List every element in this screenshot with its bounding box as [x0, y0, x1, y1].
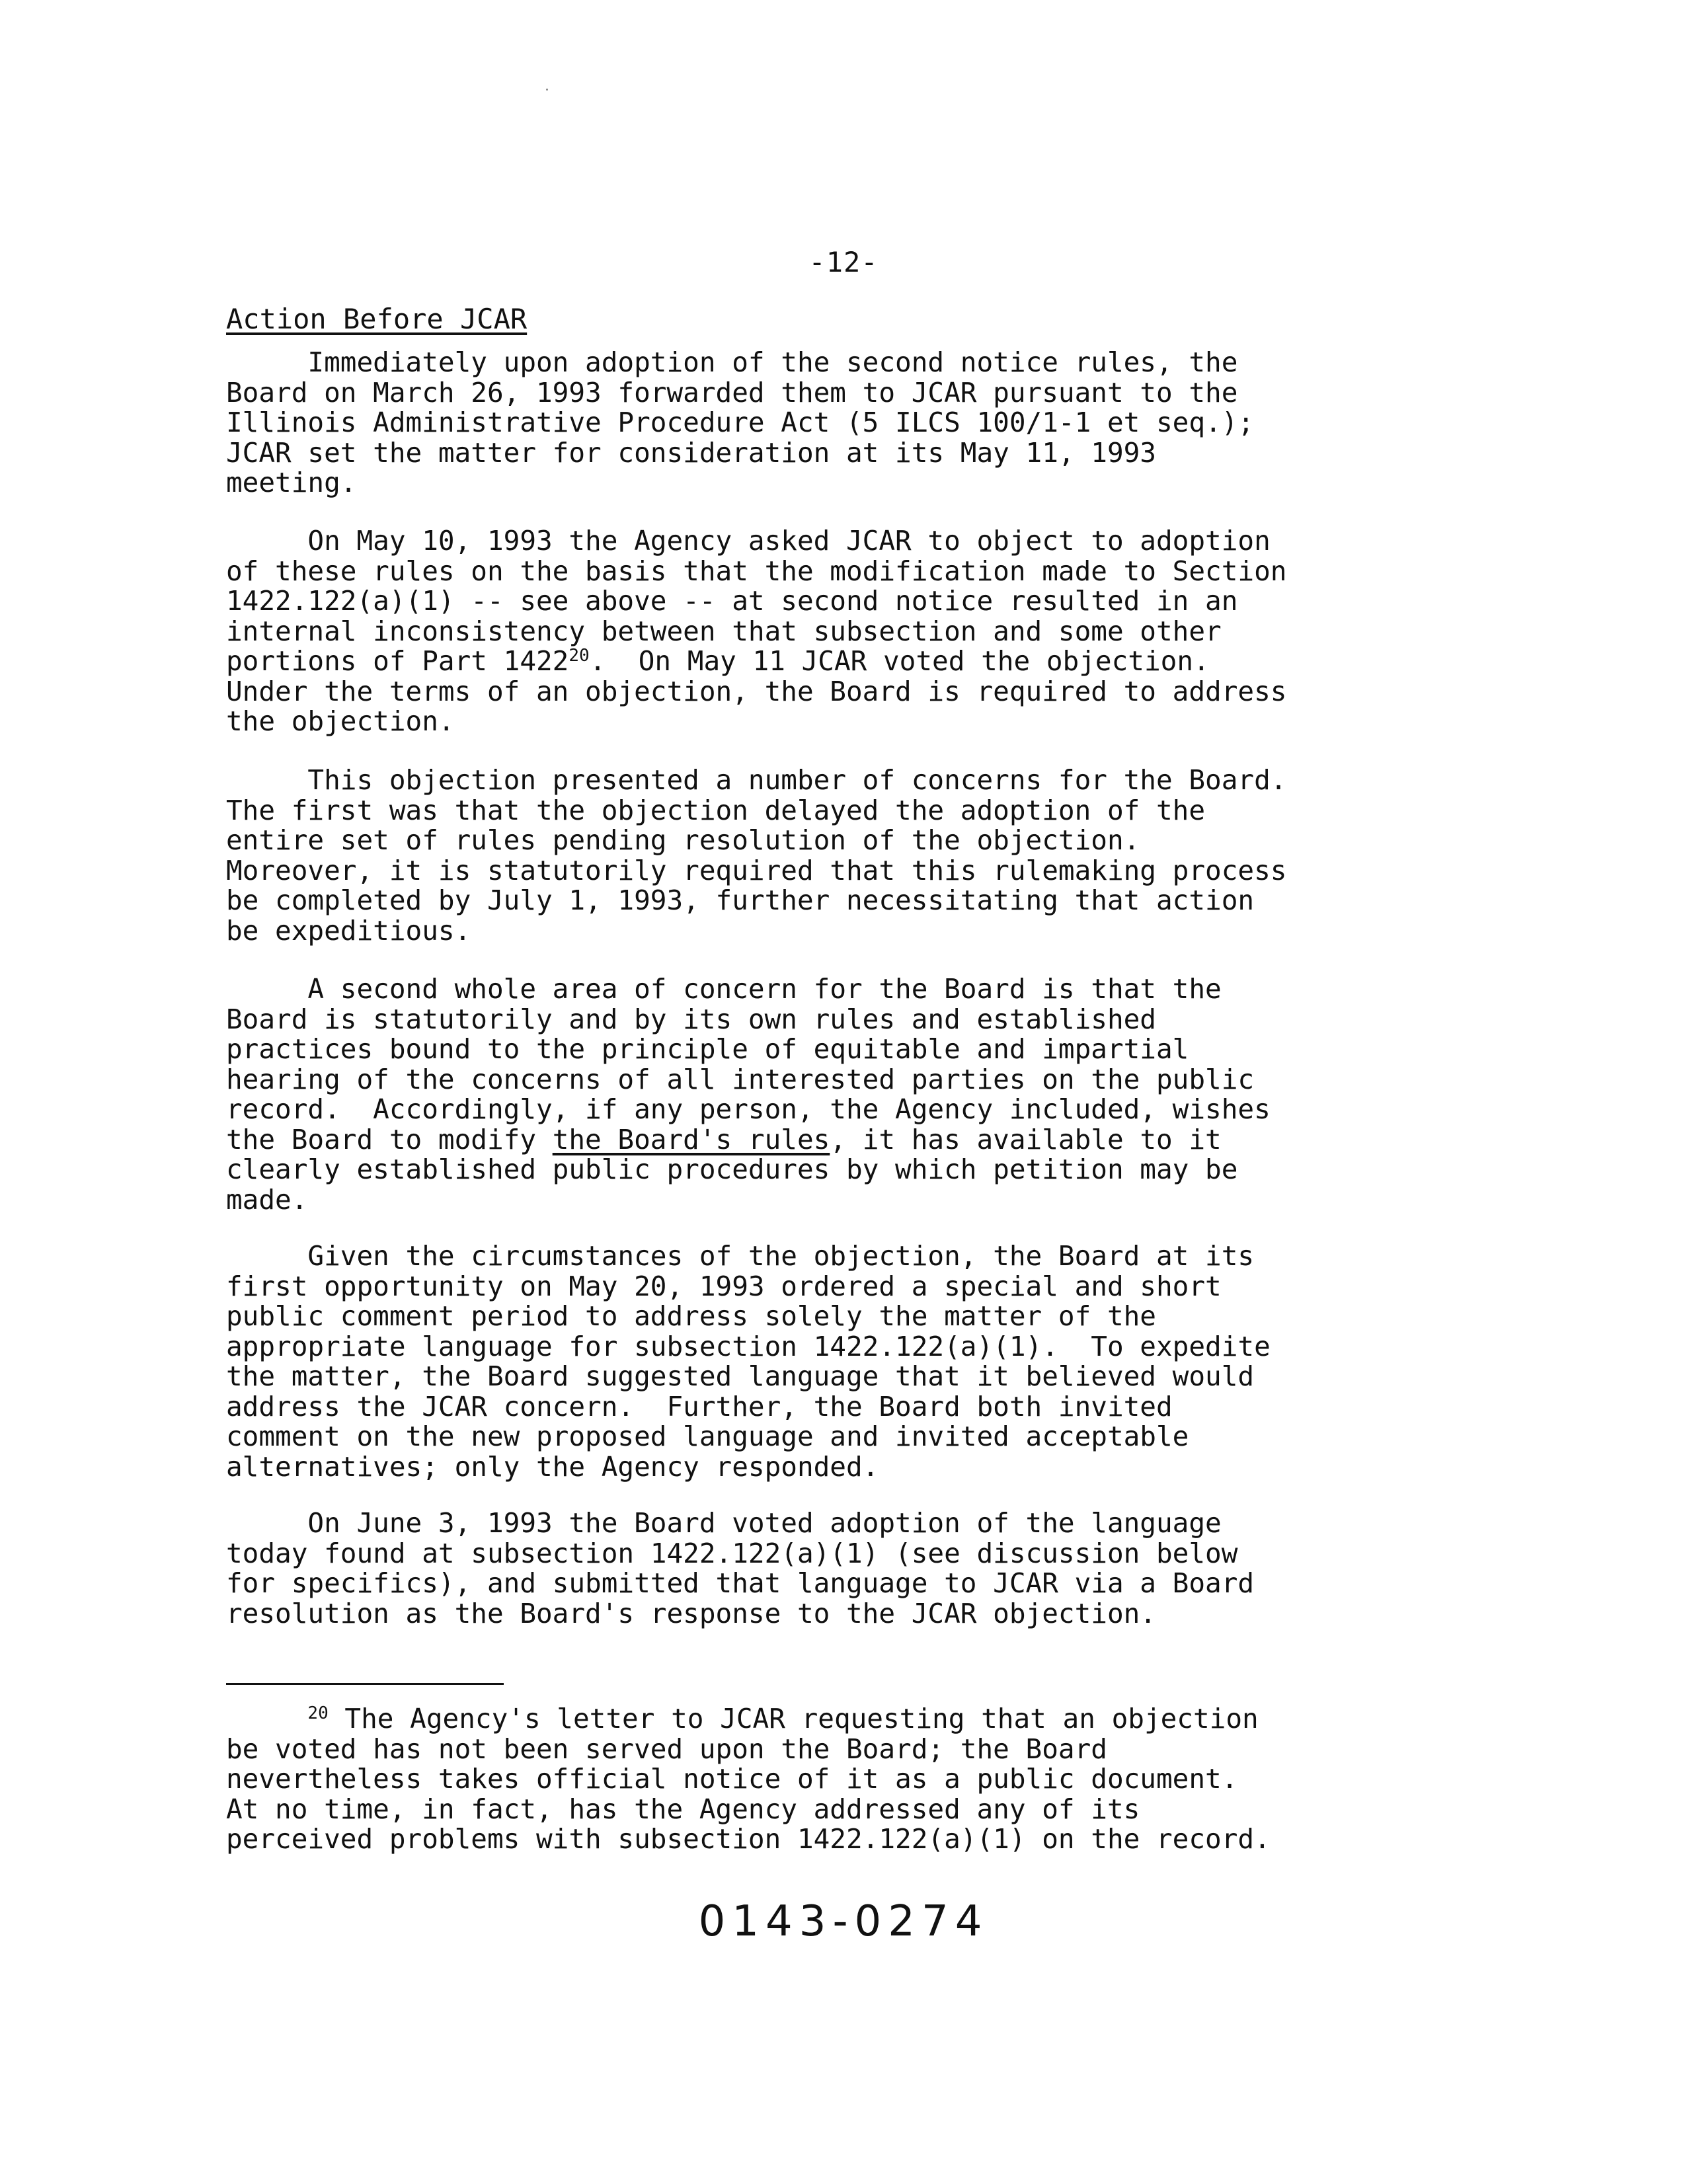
page-number: -12-: [808, 246, 879, 278]
paragraph-second-concern: [226, 974, 1449, 1215]
paragraph-agency-objection-text-cont: . On May 11 JCAR voted the objection. Under the terms of an objection, the Board is required to address the objection.: [226, 645, 1287, 737]
paragraph-jcar-forwarding: Immediately upon adoption of the second notice rules, the Board on March 26, 1993 forwarded them to JCAR pursuant to the Illinois Administrative Procedure Act (5 ILCS 100/1-1 et seq.); JCAR set the matter for consideration at its May 11, 1993 meeting.: [226, 346, 1255, 498]
paragraph-second-concern-text: A second whole area of concern for the Board is that the Board is statutorily and by its own rules and established practices bound to the principle of equitable and impartial hearing of the concerns of all interested parties on the public record. Accordingly, if any person, the Agency included, wishes the Board to modify: [226, 973, 1271, 1155]
paragraph-agency-objection: [226, 526, 1449, 737]
scan-speck: [546, 89, 548, 91]
paragraph-public-comment: Given the circumstances of the objection, the Board at its first opportunity on May 20, 1993 ordered a special and short public comment period to address solely the matter of the appropriate language for subsection 1422.122(a)(1). To expedite the matter, the Board suggested language that it believed would address the JCAR concern. Further, the Board both invited comment on the new proposed language and invited acceptable alternatives; only the Agency responded.: [226, 1240, 1271, 1483]
footnote-divider: [226, 1683, 504, 1685]
paragraph-concerns: This objection presented a number of concerns for the Board. The first was that the objection delayed the adoption of the entire set of rules pending resolution of the objection. Moreover, it is statutorily required that this rulemaking process be completed by July 1, 1993, further necessitating that action be expeditious.: [226, 764, 1287, 947]
paragraph-agency-objection-text: On May 10, 1993 the Agency asked JCAR to object to adoption of these rules on the basis that the modification made to Section 1422.122(a)(1) -- see above -- at second notice resulted in an internal inconsistency between that subsection and some other portions of Part 1422: [226, 525, 1287, 677]
document-stamp: 0143-0274: [698, 1897, 989, 1946]
section-heading: Action Before JCAR: [226, 303, 528, 335]
footnote: [226, 1704, 1449, 1855]
footnote-reference: 20: [569, 646, 590, 666]
underlined-phrase: the Board's rules: [552, 1123, 830, 1155]
paragraph-board-adoption: On June 3, 1993 the Board voted adoption of the language today found at subsection 1422.122(a)(1) (see discussion below for specifics), and submitted that language to JCAR via a Board resolution as the Board's response to the JCAR objection.: [226, 1507, 1255, 1629]
footnote-marker: 20: [307, 1703, 329, 1723]
footnote-text: The Agency's letter to JCAR requesting that an objection be voted has not been served upon the Board; the Board nevertheless takes official notice of it as a public document. At no time, in fact, has the Agency addressed any of its perceived problems with subsection 1422.122(a)(1) on the record.: [226, 1703, 1271, 1855]
paragraph-second-concern-text-cont: , it has available to it clearly established public procedures by which petition may be made.: [226, 1123, 1238, 1216]
